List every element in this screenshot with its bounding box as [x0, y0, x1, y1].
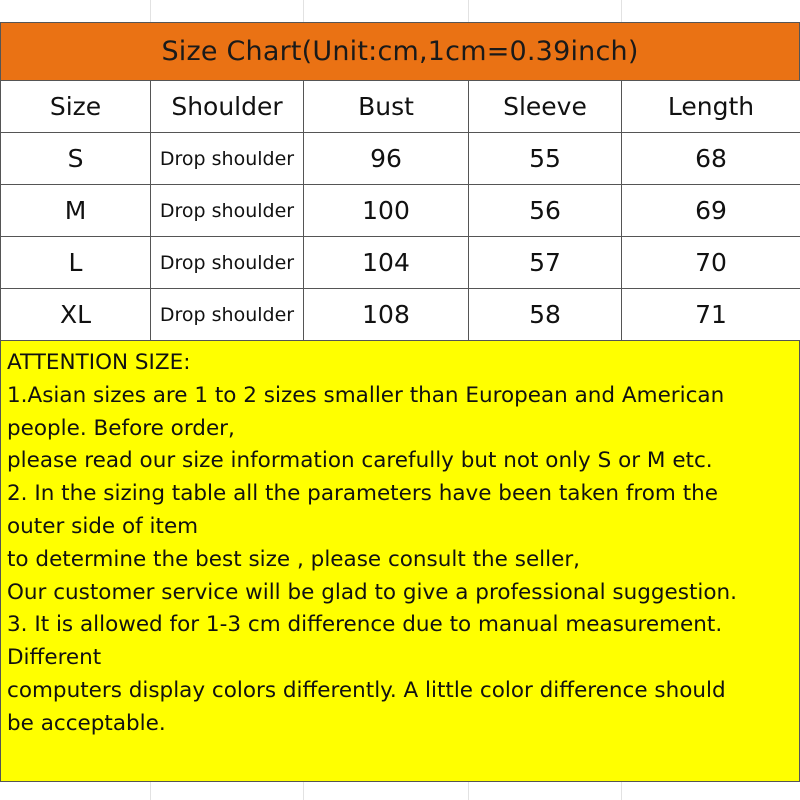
- notice-line: be acceptable.: [7, 710, 166, 736]
- notice-line: please read our size information carefully but not only S or M etc.: [7, 448, 713, 474]
- cell-size: XL: [1, 289, 151, 341]
- attention-notice: [0, 341, 800, 782]
- cell-sleeve: 55: [469, 133, 622, 185]
- size-table: [0, 80, 800, 341]
- header-size: Size: [1, 81, 151, 133]
- cell-shoulder: Drop shoulder: [151, 133, 304, 185]
- header-shoulder: Shoulder: [151, 81, 304, 133]
- cell-size: L: [1, 237, 151, 289]
- notice-line: 2. In the sizing table all the parameters have been taken from the: [7, 481, 718, 507]
- table-row: [1, 289, 800, 341]
- cell-length: 68: [622, 133, 800, 185]
- size-chart: [0, 22, 800, 782]
- table-row: [1, 133, 800, 185]
- cell-bust: 96: [304, 133, 469, 185]
- cell-length: 71: [622, 289, 800, 341]
- cell-bust: 104: [304, 237, 469, 289]
- cell-shoulder: Drop shoulder: [151, 237, 304, 289]
- notice-line: 1.Asian sizes are 1 to 2 sizes smaller than European and American: [7, 382, 725, 408]
- table-row: [1, 185, 800, 237]
- notice-line: Our customer service will be glad to give a professional suggestion.: [7, 579, 737, 605]
- cell-shoulder: Drop shoulder: [151, 289, 304, 341]
- notice-line: people. Before order,: [7, 415, 235, 441]
- chart-title: Size Chart(Unit:cm,1cm=0.39inch): [0, 22, 800, 80]
- cell-bust: 100: [304, 185, 469, 237]
- cell-shoulder: Drop shoulder: [151, 185, 304, 237]
- cell-length: 70: [622, 237, 800, 289]
- table-row: [1, 237, 800, 289]
- header-bust: Bust: [304, 81, 469, 133]
- header-length: Length: [622, 81, 800, 133]
- header-sleeve: Sleeve: [469, 81, 622, 133]
- cell-sleeve: 57: [469, 237, 622, 289]
- cell-bust: 108: [304, 289, 469, 341]
- notice-line: ATTENTION SIZE:: [7, 350, 191, 375]
- table-header-row: [1, 81, 800, 133]
- notice-line: Different: [7, 645, 102, 671]
- cell-size: M: [1, 185, 151, 237]
- cell-sleeve: 56: [469, 185, 622, 237]
- cell-length: 69: [622, 185, 800, 237]
- cell-sleeve: 58: [469, 289, 622, 341]
- cell-size: S: [1, 133, 151, 185]
- notice-line: to determine the best size , please consult the seller,: [7, 546, 581, 572]
- notice-line: computers display colors differently. A little color difference should: [7, 677, 726, 703]
- notice-line: outer side of item: [7, 513, 199, 539]
- notice-line: 3. It is allowed for 1-3 cm difference due to manual measurement.: [7, 612, 723, 638]
